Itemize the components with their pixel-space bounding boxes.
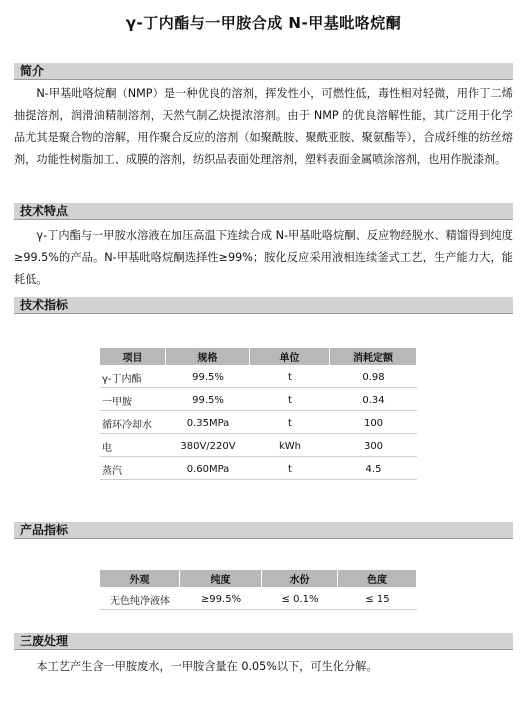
waste-paragraph: 本工艺产生含一甲胺废水，一甲胺含量在 0.05%以下，可生化分解。 [36,660,378,673]
table-cell: 无色纯净液体 [100,590,180,610]
product-col-color: 色度 [338,570,417,587]
tech-index-header-row [100,348,417,365]
table-cell: 99.5% [166,368,250,388]
section-heading-features: 技术特点 [14,203,513,220]
section-heading-waste: 三废处理 [14,633,513,650]
table-cell: 99.5% [166,391,250,411]
product-index-header-row [100,570,417,587]
table-cell: 4.5 [330,460,417,480]
table-cell: 380V/220V [166,437,250,457]
tech-col-spec: 规格 [166,348,250,365]
table-cell: t [250,460,330,480]
section-heading-intro: 简介 [14,63,513,80]
section-heading-tech-index: 技术指标 [14,297,513,314]
table-row [100,414,417,434]
table-cell: ≥99.5% [180,590,262,610]
tech-col-unit: 单位 [250,348,330,365]
table-cell: t [250,414,330,434]
table-cell: 一甲胺 [100,391,166,411]
intro-paragraph: N-甲基吡咯烷酮（NMP）是一种优良的溶剂，挥发性小，可燃性低，毒性相对轻微，用作丁二烯抽提溶剂，润滑油精制溶剂，天然气制乙炔提浓溶剂。由于 NMP 的优良溶解性能，其广泛用于化学品尤其是聚合物的溶解，用作聚合反应的溶剂（如聚酰胺、聚酰亚胺、聚氨酯等），合成纤维的纺丝熔剂，功能性树脂加工、成膜的溶剂，纺织品表面处理溶剂，塑料表面金属喷涂溶剂，也用作脱漆剂。 [14,87,513,166]
table-row [100,368,417,388]
table-row [100,460,417,480]
product-col-purity: 纯度 [180,570,262,587]
product-col-moisture: 水份 [262,570,338,587]
table-cell: γ-丁内酯 [100,368,166,388]
table-cell: 0.34 [330,391,417,411]
tech-col-consumption: 消耗定额 [330,348,417,365]
table-row [100,391,417,411]
page-title: γ-丁内酯与一甲胺合成 N-甲基吡咯烷酮 [125,14,402,32]
table-cell: 300 [330,437,417,457]
tech-index-table [100,345,417,483]
product-index-table [100,567,417,613]
table-cell: 0.98 [330,368,417,388]
table-cell: t [250,391,330,411]
table-cell: 0.35MPa [166,414,250,434]
tech-col-item: 项目 [100,348,166,365]
table-cell: 蒸汽 [100,460,166,480]
section-heading-product-index: 产品指标 [14,522,513,539]
table-cell: t [250,368,330,388]
table-row [100,437,417,457]
table-cell: 电 [100,437,166,457]
table-cell: kWh [250,437,330,457]
table-cell: ≤ 15 [338,590,417,610]
features-paragraph: γ-丁内酯与一甲胺水溶液在加压高温下连续合成 N-甲基吡咯烷酮、反应物经脱水、精馏得到纯度≥99.5%的产品。N-甲基吡咯烷酮选择性≥99%；胺化反应采用液相连续釜式工艺，生产能力大，能耗低。 [14,229,513,286]
product-col-appearance: 外观 [100,570,180,587]
table-row [100,590,417,610]
table-cell: 循环冷却水 [100,414,166,434]
table-cell: 0.60MPa [166,460,250,480]
table-cell: ≤ 0.1% [262,590,338,610]
table-cell: 100 [330,414,417,434]
